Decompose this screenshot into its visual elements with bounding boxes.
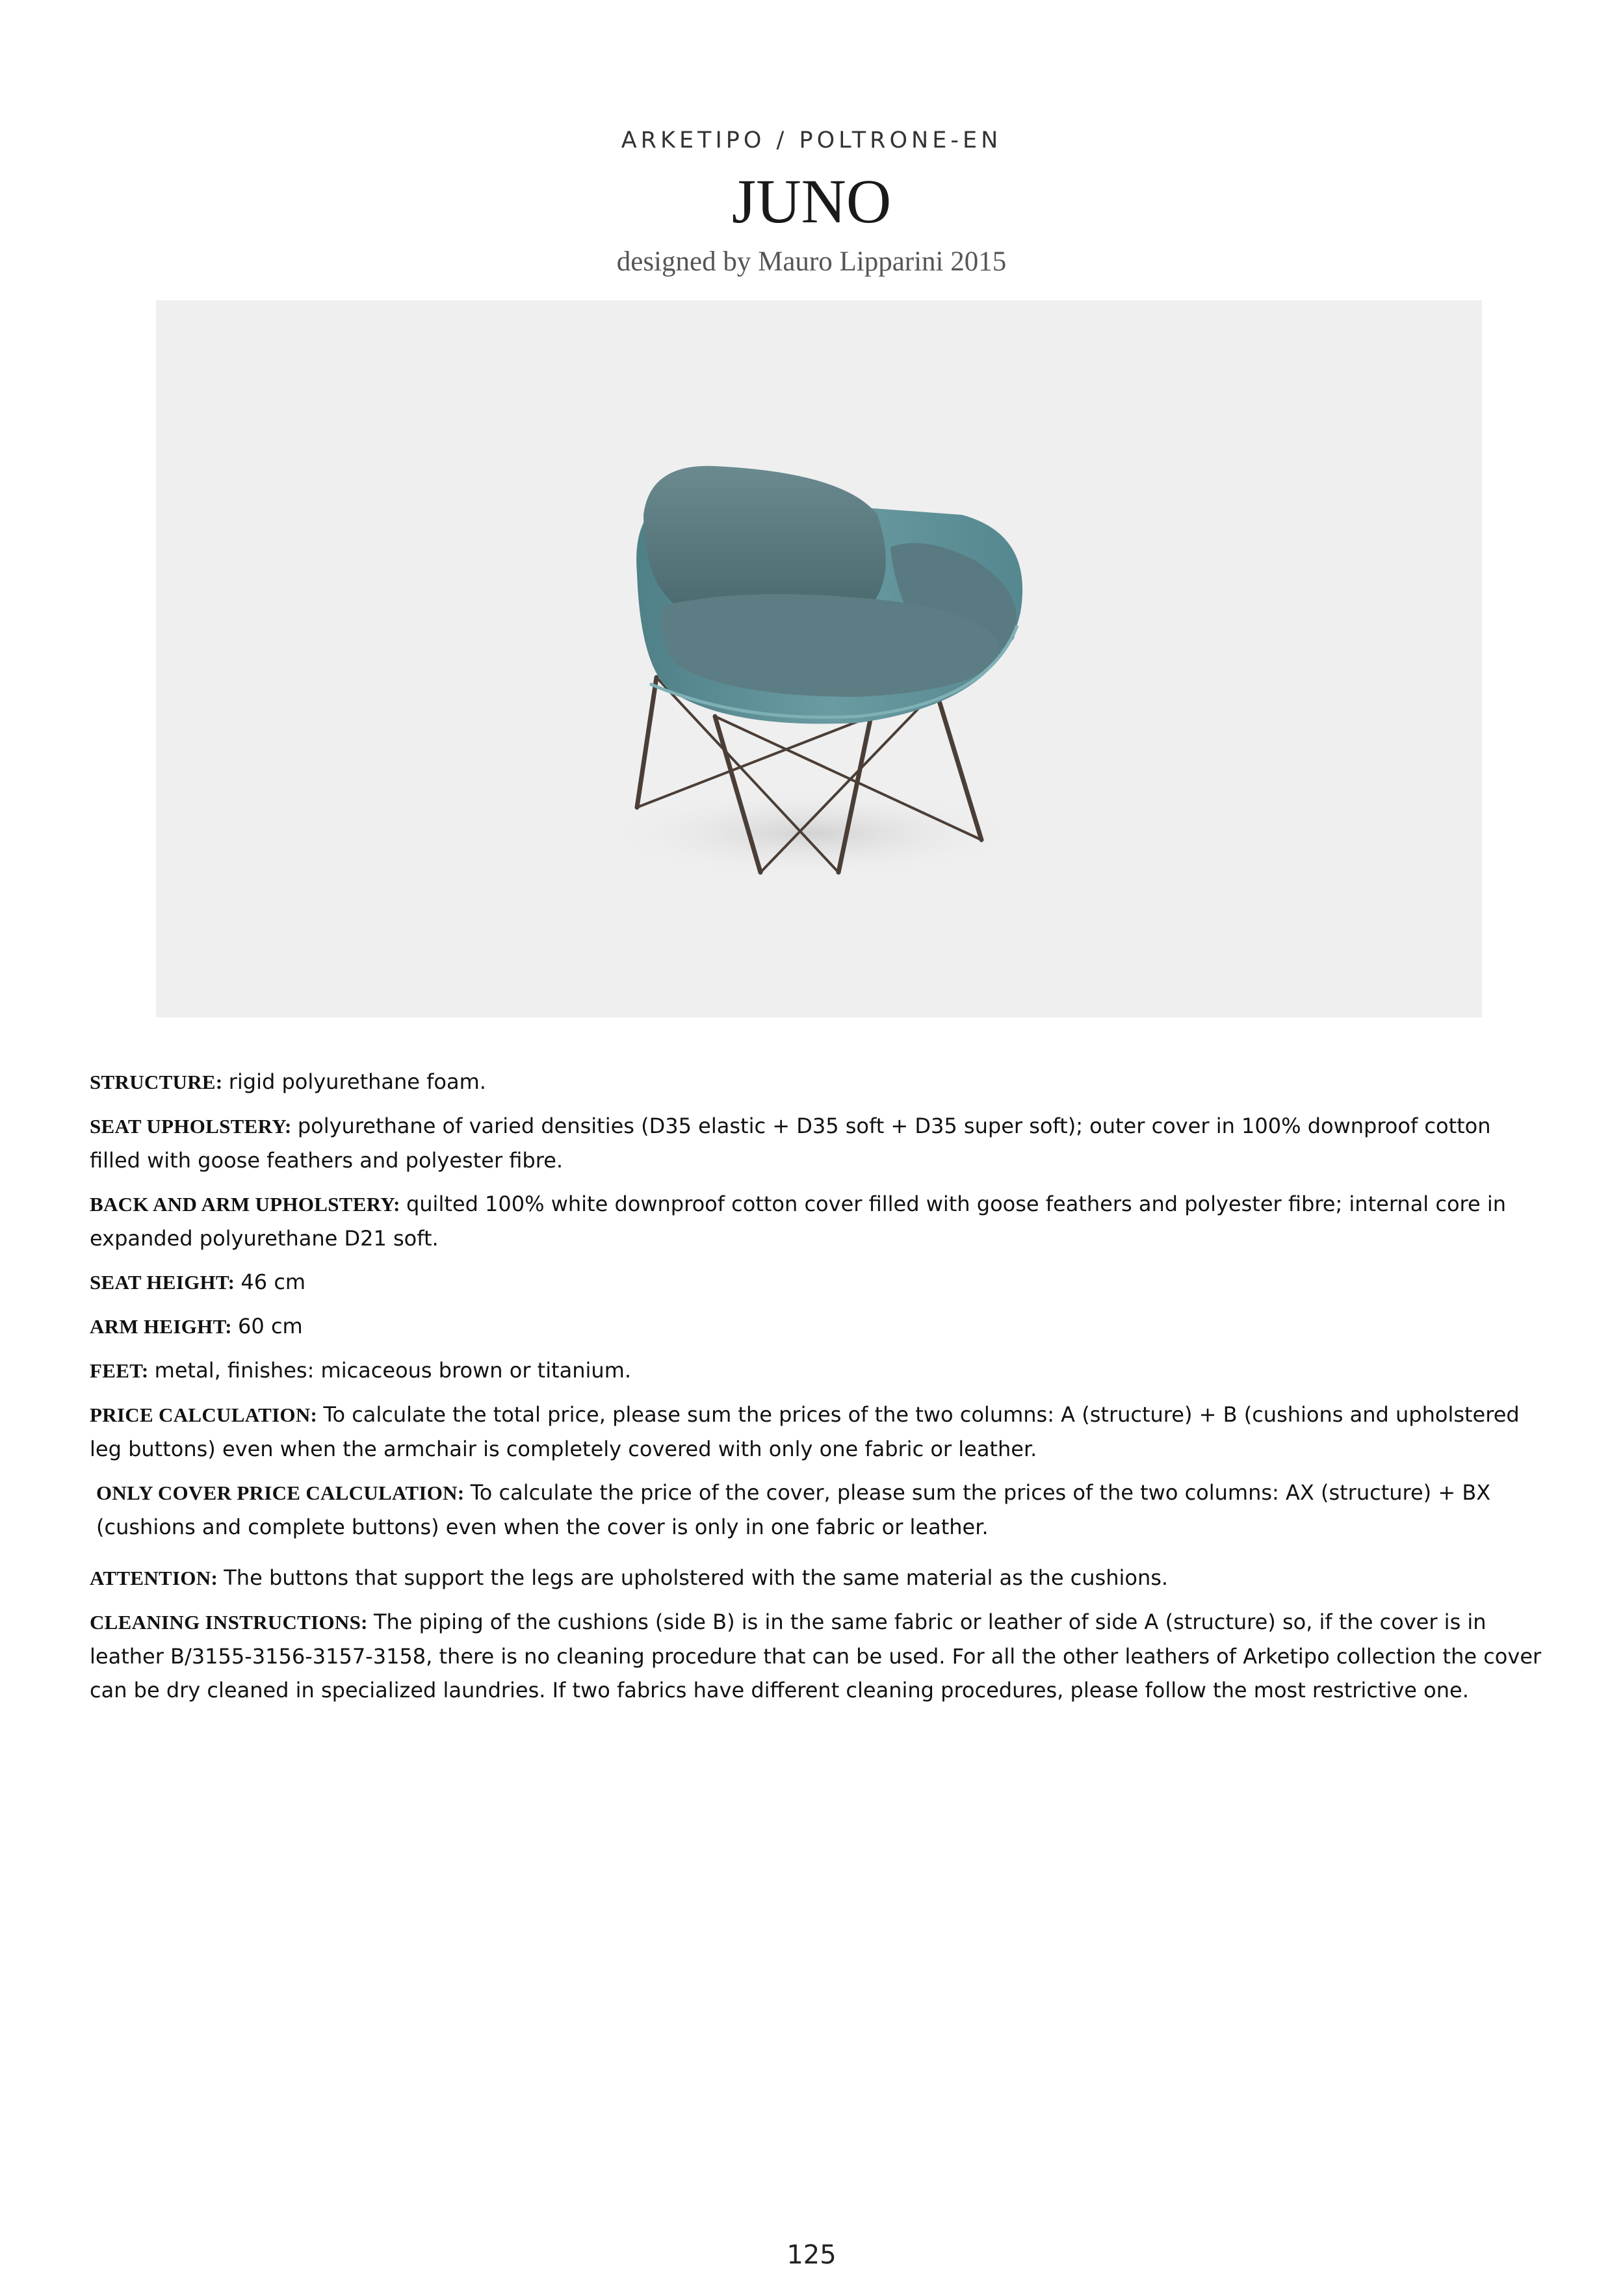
spec-label: SEAT HEIGHT: xyxy=(90,1271,235,1294)
floor-shadow xyxy=(598,788,1027,879)
spec-label: PRICE CALCULATION: xyxy=(90,1403,318,1426)
spec-cleaning-instructions xyxy=(90,1605,1546,1707)
breadcrumb: ARKETIPO / POLTRONE-EN xyxy=(621,127,1002,153)
spec-value: rigid polyurethane foam. xyxy=(228,1069,486,1094)
spec-cover-price-calculation xyxy=(90,1476,1546,1544)
spec-attention xyxy=(90,1561,1546,1595)
spec-feet xyxy=(90,1353,1546,1388)
spec-label: ONLY COVER PRICE CALCULATION: xyxy=(96,1481,465,1504)
spec-label: CLEANING INSTRUCTIONS: xyxy=(90,1611,368,1634)
spec-value: 60 cm xyxy=(238,1314,303,1338)
spec-value: The buttons that support the legs are upholstered with the same material as the cushions. xyxy=(224,1565,1169,1590)
back-cushion xyxy=(643,466,886,606)
spec-label: ARM HEIGHT: xyxy=(90,1315,232,1338)
spec-value: 46 cm xyxy=(240,1270,306,1294)
spec-value: The piping of the cushions (side B) is in the same fabric or leather of side A (structure) so, if the cover is in leather B/3155-3156-3157-3158, there is no cleaning procedure that can be used. For all the other leathers of Arketipo collection the cover can be dry cleaned in specialized laundries. If two fabrics have different cleaning procedures, please follow the most restrictive one. xyxy=(90,1610,1542,1702)
spec-value: quilted 100% white downproof cotton cover filled with goose feathers and polyester fibre; internal core in expanded polyurethane D21 soft. xyxy=(90,1192,1507,1251)
specifications xyxy=(90,1065,1546,1717)
page-title: JUNO xyxy=(731,166,892,236)
spec-value: To calculate the total price, please sum the prices of the two columns: A (structure) + B (cushions and upholstered leg buttons) even when the armchair is completely covered with only one fabric or leather. xyxy=(90,1402,1520,1461)
spec-price-calculation xyxy=(90,1398,1546,1466)
designer-credit: designed by Mauro Lipparini 2015 xyxy=(616,246,1007,277)
spec-arm-height xyxy=(90,1309,1546,1344)
spec-label: SEAT UPHOLSTERY: xyxy=(90,1115,292,1138)
spec-structure xyxy=(90,1065,1546,1099)
spec-value: metal, finishes: micaceous brown or titanium. xyxy=(154,1358,632,1383)
spec-back-arm-upholstery xyxy=(90,1187,1546,1255)
spec-seat-upholstery xyxy=(90,1109,1546,1177)
spec-label: FEET: xyxy=(90,1359,149,1382)
spec-label: STRUCTURE: xyxy=(90,1071,223,1093)
page-number: 125 xyxy=(786,2240,837,2270)
spec-label: ATTENTION: xyxy=(90,1567,218,1589)
spec-label: BACK AND ARM UPHOLSTERY: xyxy=(90,1193,400,1216)
spec-seat-height xyxy=(90,1265,1546,1299)
armchair-illustration xyxy=(156,300,1482,1017)
spec-value: To calculate the price of the cover, please sum the prices of the two columns: AX (structure) + BX (cushions and complete buttons) even when the cover is only in one fabric or leather. xyxy=(96,1480,1491,1539)
spec-value: polyurethane of varied densities (D35 elastic + D35 soft + D35 super soft); outer cover in 100% downproof cotton filled with goose feathers and polyester fibre. xyxy=(90,1114,1491,1173)
product-image xyxy=(156,300,1482,1017)
